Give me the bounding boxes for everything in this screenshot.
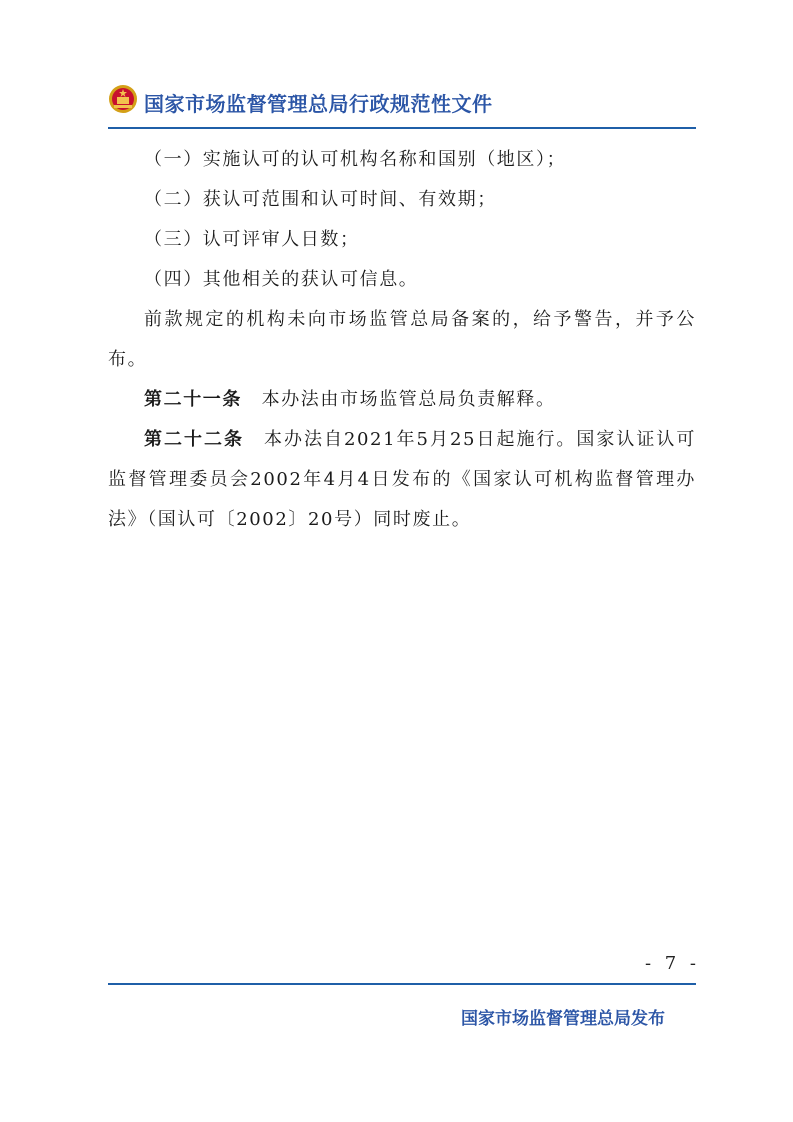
- article-title: 第二十二条: [144, 429, 244, 450]
- document-body: [108, 140, 696, 540]
- footer-publisher: 国家市场监督管理总局发布: [461, 1009, 665, 1029]
- article-title: 第二十一条: [144, 389, 242, 410]
- list-item: （二）获认可范围和认可时间、有效期；: [144, 189, 497, 210]
- footer-divider: [108, 983, 696, 985]
- national-emblem-icon: [108, 84, 138, 114]
- article-21: [108, 380, 696, 420]
- list-item: （一）实施认可的认可机构名称和国别（地区）；: [144, 149, 567, 170]
- article-text: 本办法由市场监管总局负责解释。: [261, 389, 556, 410]
- header-title: 国家市场监督管理总局行政规范性文件: [144, 92, 493, 116]
- article-22: [108, 420, 696, 540]
- document-header: [108, 84, 696, 124]
- paragraph: 前款规定的机构未向市场监管总局备案的，给予警告，并予公布。: [108, 309, 696, 370]
- page-number: - 7 -: [644, 953, 700, 974]
- article-text: 本办法自2021年5月25日起施行。国家认证认可监督管理委员会2002年4月4日发布的《国家认可机构监督管理办法》（国认可〔2002〕20号）同时废止。: [108, 429, 696, 530]
- list-item: （四）其他相关的获认可信息。: [144, 269, 419, 290]
- header-divider: [108, 127, 696, 129]
- list-item: （三）认可评审人日数；: [144, 229, 360, 250]
